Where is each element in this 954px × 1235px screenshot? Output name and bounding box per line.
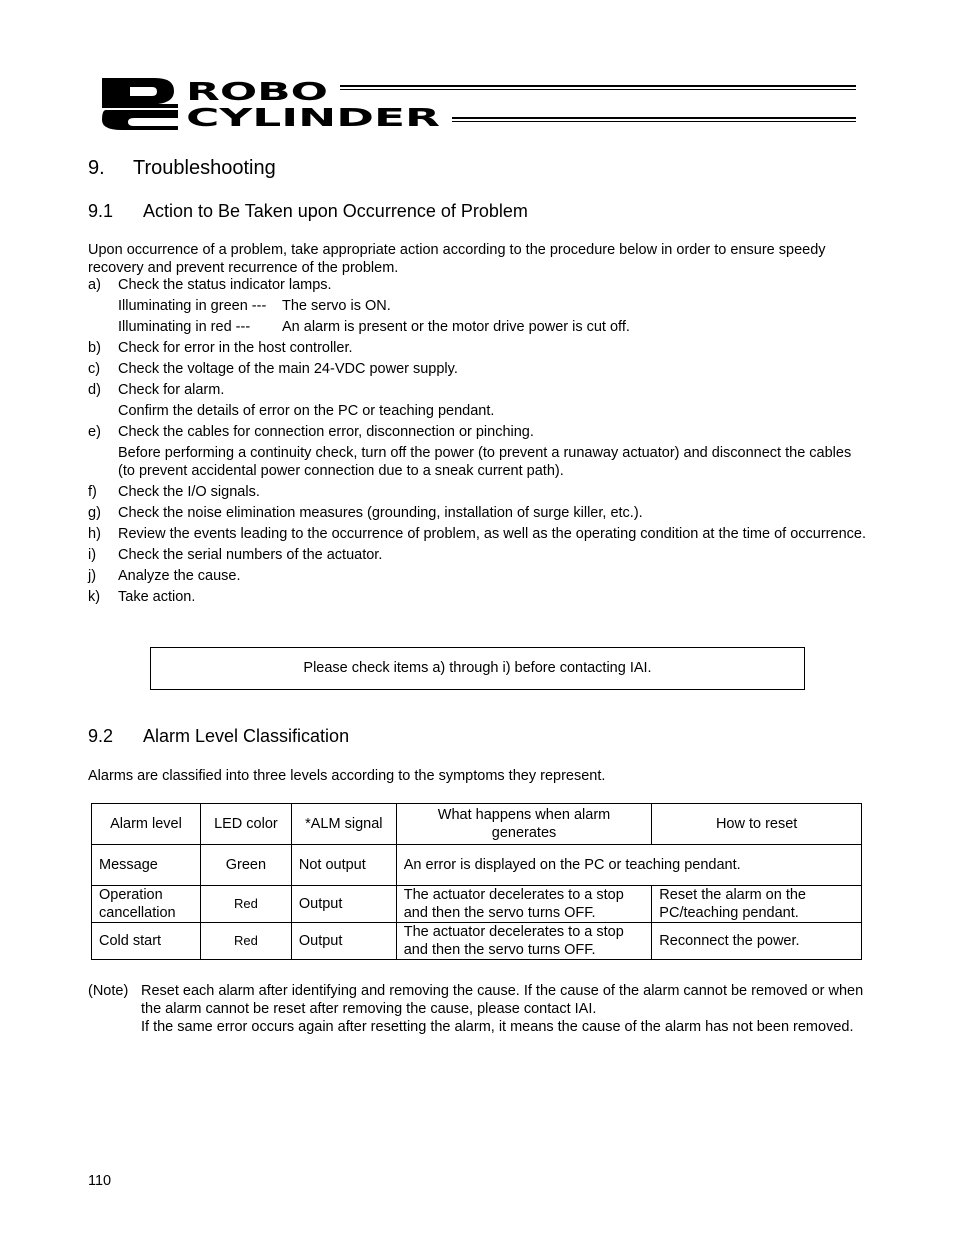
svg-text:CYLINDER: CYLINDER	[186, 103, 440, 130]
note-tag: (Note)	[88, 983, 129, 999]
item-text: Check the status indicator lamps.	[118, 277, 332, 293]
header-cell: How to reset	[652, 804, 862, 845]
how-to-reset-cell: Reconnect the power.	[652, 923, 862, 960]
item-label: h)	[88, 526, 101, 542]
item-text: Analyze the cause.	[118, 568, 241, 584]
header-cell: LED color	[200, 804, 291, 845]
section-title	[88, 157, 276, 180]
table-row	[92, 886, 862, 923]
list-item	[88, 381, 868, 420]
what-happens-cell: The actuator decelerates to a stop and then the servo turns OFF.	[396, 923, 652, 960]
item-text: Take action.	[118, 589, 196, 605]
item-text: Check the serial numbers of the actuator.	[118, 547, 383, 563]
alarm-level-cell: Cold start	[92, 923, 201, 960]
lamp-red-row	[118, 318, 868, 336]
item-text: Check for alarm.	[118, 382, 225, 398]
header-rule-top	[340, 85, 856, 90]
item-text: Review the events leading to the occurrence of problem, as well as the operating condition at the time of occurrence.	[118, 526, 866, 542]
reset-note	[88, 982, 868, 1036]
what-happens-cell: An error is displayed on the PC or teaching pendant.	[396, 845, 861, 886]
intro-paragraph: Upon occurrence of a problem, take appropriate action according to the procedure below in order to ensure speedy recovery and prevent recurrence of the problem.	[88, 242, 826, 276]
item-label: k)	[88, 589, 101, 605]
subsection-number: 9.2	[88, 726, 114, 746]
procedure-list	[88, 276, 868, 609]
alm-signal-cell: Output	[291, 923, 396, 960]
item-detail: Before performing a continuity check, turn off the power (to prevent a runaway actuator) and disconnect the cables (to prevent accidental power connection due to a sneak current path).	[118, 445, 852, 479]
note-body-1: Reset each alarm after identifying and removing the cause. If the cause of the alarm cannot be removed or when the alarm cannot be reset after removing the cause, please contact IAI.	[141, 983, 864, 1017]
lamp-key: Illuminating in red ---	[118, 319, 251, 335]
alarm-level-table	[91, 803, 862, 960]
led-color-cell: Red	[200, 886, 291, 923]
item-text: Check the voltage of the main 24-VDC power supply.	[118, 361, 458, 377]
item-label: f)	[88, 484, 97, 500]
what-happens-cell: The actuator decelerates to a stop and then the servo turns OFF.	[396, 886, 652, 923]
item-label: i)	[88, 547, 97, 563]
section-title-text: Troubleshooting	[133, 157, 276, 179]
list-item	[88, 423, 868, 480]
subsection-9-2-heading	[88, 726, 349, 747]
alarm-intro: Alarms are classified into three levels according to the symptoms they represent.	[88, 768, 606, 784]
header-cell: Alarm level	[92, 804, 201, 845]
list-item	[88, 525, 868, 543]
list-item	[88, 483, 868, 501]
alm-signal-cell: Output	[291, 886, 396, 923]
lamp-value: The servo is ON.	[282, 298, 391, 314]
list-item	[88, 276, 868, 336]
list-item	[88, 588, 868, 606]
svg-text:ROBO: ROBO	[186, 77, 328, 106]
alm-signal-cell: Not output	[291, 845, 396, 886]
table-row	[92, 845, 862, 886]
lamp-key: Illuminating in green ---	[118, 298, 267, 314]
lamp-green-row	[118, 297, 868, 315]
led-color-cell: Green	[200, 845, 291, 886]
item-label: d)	[88, 382, 101, 398]
alarm-level-cell: Operation cancellation	[92, 886, 201, 923]
list-item	[88, 360, 868, 378]
note-body-2: If the same error occurs again after resetting the alarm, it means the cause of the alarm has not been removed.	[141, 1019, 854, 1035]
item-label: c)	[88, 361, 101, 377]
subsection-9-1-heading	[88, 201, 528, 222]
how-to-reset-cell: Reset the alarm on the PC/teaching pendant.	[652, 886, 862, 923]
subsection-title: Action to Be Taken upon Occurrence of Problem	[143, 201, 528, 221]
header-cell: *ALM signal	[291, 804, 396, 845]
lamp-value: An alarm is present or the motor drive power is cut off.	[282, 319, 630, 335]
subsection-number: 9.1	[88, 201, 114, 221]
contact-notice-box: Please check items a) through i) before contacting IAI.	[150, 647, 805, 690]
list-item	[88, 567, 868, 585]
alarm-level-cell: Message	[92, 845, 201, 886]
item-text: Check the noise elimination measures (grounding, installation of surge killer, etc.).	[118, 505, 643, 521]
item-label: b)	[88, 340, 101, 356]
item-text: Check the I/O signals.	[118, 484, 260, 500]
header-cell: What happens when alarm generates	[396, 804, 652, 845]
section-number: 9.	[88, 157, 105, 179]
table-header-row	[92, 804, 862, 845]
item-detail: Confirm the details of error on the PC or teaching pendant.	[118, 403, 495, 419]
item-label: j)	[88, 568, 97, 584]
item-label: e)	[88, 424, 101, 440]
list-item	[88, 546, 868, 564]
list-item	[88, 504, 868, 522]
list-item	[88, 339, 868, 357]
table-row	[92, 923, 862, 960]
item-label: a)	[88, 277, 101, 293]
item-label: g)	[88, 505, 101, 521]
page-number: 110	[88, 1173, 112, 1189]
item-text: Check for error in the host controller.	[118, 340, 353, 356]
item-text: Check the cables for connection error, disconnection or pinching.	[118, 424, 534, 440]
robo-cylinder-logo	[100, 74, 445, 130]
led-color-cell: Red	[200, 923, 291, 960]
header-rule-bottom	[452, 117, 856, 122]
subsection-title: Alarm Level Classification	[143, 726, 350, 746]
